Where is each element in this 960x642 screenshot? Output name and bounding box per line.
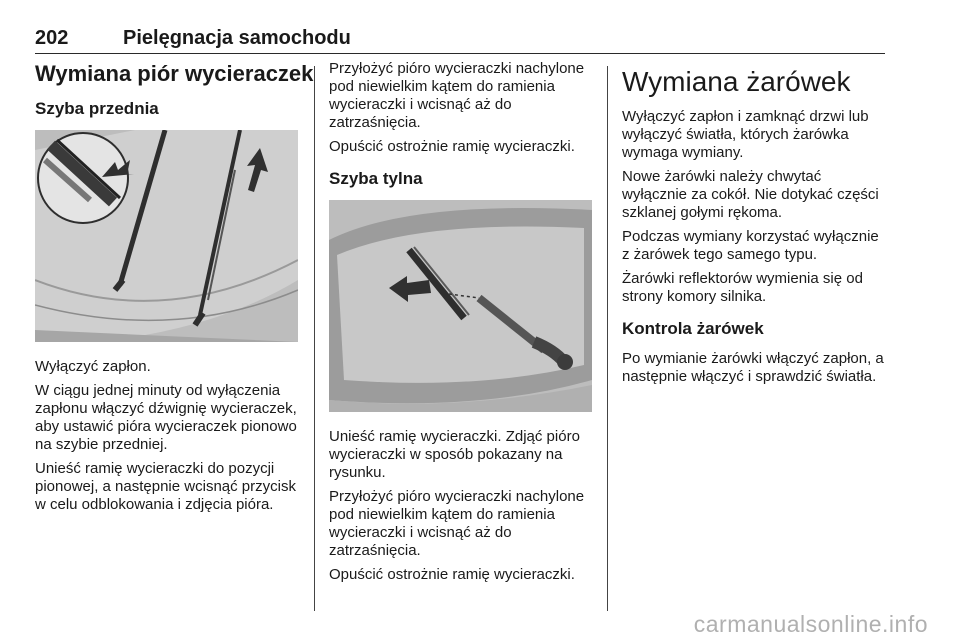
paragraph: Unieść ramię wycieraczki. Zdjąć pióro wycieraczki w sposób pokazany na rysunku. <box>329 428 580 481</box>
subheading-rear-window: Szyba tylna <box>329 169 423 188</box>
paragraph: Wyłączyć zapłon i zamknąć drzwi lub wyłączyć światła, których żarówka wymaga wymiany. <box>622 108 869 161</box>
column-2 <box>329 60 595 590</box>
column-divider <box>314 66 315 611</box>
paragraph: Przyłożyć pióro wycieraczki nachylone pod niewielkim kątem do ramienia wycieraczki i wcisnąć aż do zatrzaśnięcia. <box>329 488 585 559</box>
page-header <box>35 27 885 54</box>
paragraph: Unieść ramię wycieraczki do pozycji pionowej, a następnie wcisnąć przycisk w celu odblokowania i zdjęcia pióra. <box>35 460 296 513</box>
running-title: Pielęgnacja samochodu <box>123 27 351 49</box>
section-heading-bulb-replacement: Wymiana żarówek <box>622 66 851 97</box>
paragraph: Przyłożyć pióro wycieraczki nachylone pod niewielkim kątem do ramienia wycieraczki i wcisnąć aż do zatrzaśnięcia. <box>329 60 585 131</box>
column-1 <box>35 60 314 520</box>
paragraph: Nowe żarówki należy chwytać wyłącznie za cokół. Nie dotykać części szklanej gołymi rękoma. <box>622 168 879 221</box>
section-heading-wiper-blades: Wymiana piór wycieraczek <box>35 61 314 86</box>
column-divider <box>607 66 608 611</box>
paragraph: Opuścić ostrożnie ramię wycieraczki. <box>329 566 575 583</box>
paragraph: Wyłączyć zapłon. <box>35 358 151 375</box>
column-3 <box>622 60 888 392</box>
watermark: carmanualsonline.info <box>693 611 928 637</box>
paragraph: Po wymianie żarówki włączyć zapłon, a następnie włączyć i sprawdzić światła. <box>622 350 884 385</box>
paragraph: Opuścić ostrożnie ramię wycieraczki. <box>329 138 575 155</box>
paragraph: Żarówki reflektorów wymienia się od strony komory silnika. <box>622 270 863 305</box>
windscreen-wiper-illustration <box>35 130 298 342</box>
paragraph: Podczas wymiany korzystać wyłącznie z żarówek tego samego typu. <box>622 228 879 263</box>
subheading-windscreen: Szyba przednia <box>35 99 159 118</box>
rear-wiper-illustration <box>329 200 592 412</box>
page-number: 202 <box>35 27 69 49</box>
subheading-bulb-check: Kontrola żarówek <box>622 319 764 338</box>
paragraph: W ciągu jednej minuty od wyłączenia zapłonu włączyć dźwignię wycieraczek, aby ustawić pióra wycieraczek pionowo na szybie przedniej. <box>35 382 297 453</box>
